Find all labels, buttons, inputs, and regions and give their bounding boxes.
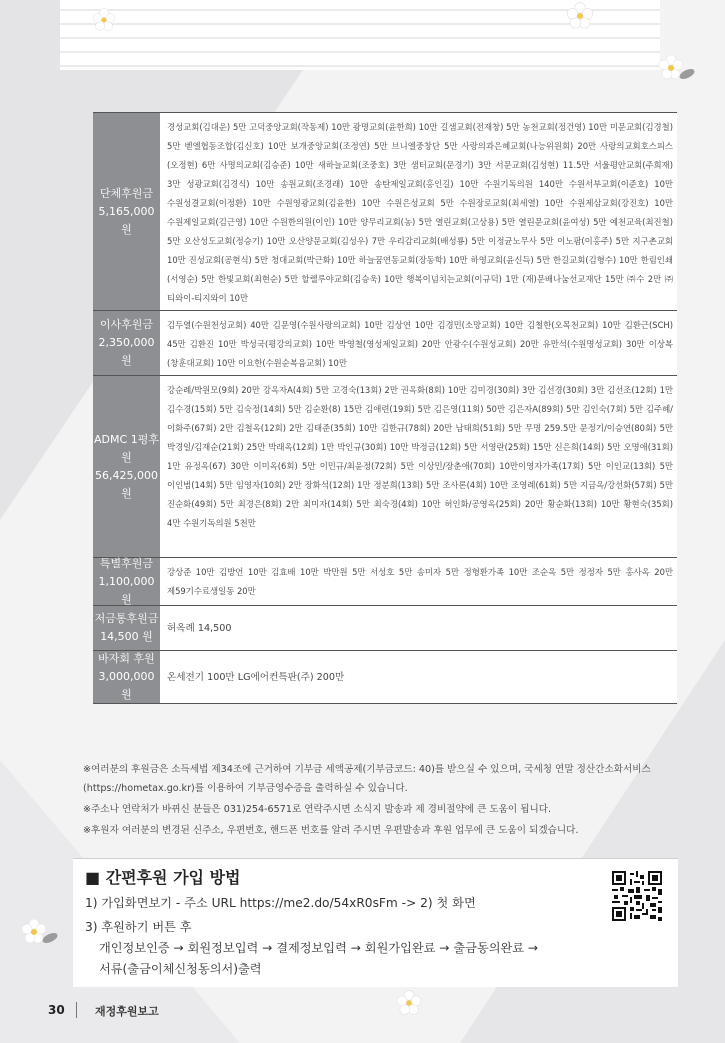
- table-row-bazaar-donation: [93, 651, 677, 704]
- page-number: 30: [48, 1003, 65, 1017]
- contact-update-note: ※후원자 여러분의 변경된 신주소, 우편번호, 핸드폰 번호를 알려 주시면 우편발송과 후원 업무에 큰 도움이 되겠습니다.: [83, 825, 579, 836]
- donor-list: 김두열(수원천성교회) 40만 김문영(수원사랑의교회) 10만 김상연 10만 김경민(소망교회) 10만 김철한(오목천교회) 10만 김환근(SCH) 45만 김환진 10만 박성국(평강의교회) 10만 박영철(영성제일교회) 20만 안광수(수원성교회) 20만 유만석(수원명성교회) 30만 이상복(창훈대교회) 10만 이요한(수원순복음교회) 10만: [167, 320, 673, 368]
- flower-leaf-icon: [657, 54, 697, 86]
- donor-list: 강순례/박원모(9회) 20만 강옥자A(4회) 5만 고경숙(13회) 2만 권옥화(8회) 10만 김미경(30회) 3만 김선경(30회) 3만 김선조(12회) 1만 김수경(15회) 5만 김숙정(14회) 5만 김순환(8) 15만 김애련(19회) 5만 김은영(11회) 50만 김은자A(89회) 5만 김인숙(7회) 5만 김주혜/이화주(67회) 2만 김철옥(12회) 2만 김태준(35회) 10만 김한규(78회) 20만 남태희(51회) 5만 무명 259.5만 문정기/이승연(80회) 5만 박경일/김재순(21회) 25만 박래옥(12회) 1만 박인규(30회) 10만 박정금(12회) 5만 서영란(25회) 15만 신은희(14회) 5만 오명애(31회) 1만 유정옥(67) 30만 이미옥(6회) 5만 이민규/최윤정(72회) 5만 이상민/장춘애(70회) 10만이영자가족(17회) 5만 이인교(13회) 5만 이인범(14회) 5만 임영자(10회) 2만 장화석(12회) 1만 정분희(13회) 5만 조사론(4회) 10만 조영례(61회) 5만 지금옥/강선화(57회) 5만 진순화(49회) 5만 최경은(8회) 2만 최미자(14회) 5만 최숙경(4회) 10만 허인화/공영옥(25회) 20만 황순화(13회) 10만 황현숙(35회) 4만 수원기독의원 5천만: [167, 385, 673, 528]
- donation-table: [93, 112, 677, 704]
- table-row-piggybank-donation: [93, 606, 677, 651]
- section-title: 재정후원보고: [95, 1005, 159, 1018]
- category-amount: 2,350,000 원: [98, 336, 155, 367]
- row-label: [93, 651, 161, 703]
- row-label: [93, 311, 161, 375]
- row-label: [93, 558, 161, 605]
- donor-list: 허옥례 14,500: [167, 622, 232, 634]
- address-change-note: ※주소나 연락처가 바뀌신 분들은 031)254-6571로 연락주시면 소식지 발송과 제 경비절약에 큰 도움이 됩니다.: [83, 804, 552, 815]
- flower-leaf-icon: [20, 918, 60, 950]
- footer-divider: [76, 1002, 77, 1018]
- category-name: 바자회 후원: [98, 652, 155, 665]
- donor-list: 온세전기 100만 LG에어컨특판(주) 200만: [167, 671, 345, 683]
- signup-step-1: 1) 가입화면보기 - 주소 URL https://me2.do/54xR0sFm -> 2) 첫 화면: [85, 896, 476, 910]
- row-label: [93, 113, 161, 310]
- row-label: [93, 606, 161, 650]
- table-row-admc-donation: [93, 376, 677, 558]
- table-row-special-donation: [93, 558, 677, 606]
- easy-donation-signup-box: [73, 858, 678, 987]
- row-label: [93, 376, 161, 557]
- notes-section: [83, 760, 683, 840]
- table-row-board-donation: [93, 311, 677, 376]
- tax-note: ※여러분의 후원금은 소득세법 제34조에 근거하여 기부금 세액공제(기부금코드: 40)를 받으실 수 있으며, 국세청 연말 정산간소화서비스(https://hometax.go.kr)를 이용하여 기부금영수증을 출력하실 수 있습니다.: [83, 764, 651, 794]
- category-name: 특별후원금: [99, 556, 154, 570]
- category-name: 저금통후원금: [94, 612, 159, 625]
- category-name: 단체후원금: [99, 186, 154, 200]
- signup-step-3-detail-cont: 서류(출금이체신청동의서)출력: [99, 962, 262, 976]
- flower-icon: [396, 990, 422, 1016]
- category-amount: 14,500 원: [100, 630, 153, 643]
- signup-step-3: 3) 후원하기 버튼 후: [85, 920, 192, 934]
- flower-icon: [92, 8, 116, 32]
- flower-icon: [566, 2, 594, 30]
- category-amount: 3,000,000 원: [98, 670, 155, 701]
- signup-title: ■ 간편후원 가입 방법: [85, 868, 241, 887]
- category-amount: 56,425,000 원: [95, 468, 158, 500]
- category-amount: 5,165,000 원: [98, 204, 155, 236]
- category-name: 이사후원금: [99, 318, 154, 331]
- donor-list: 경성교회(김대운) 5만 고덕중앙교회(작동제) 10만 광명교회(윤한희) 10만 길샘교회(전재창) 5만 농천교회(정건영) 10만 미문교회(김경철) 5만 벧엘협동조합(김신호) 10만 보개중앙교회(조정연) 5만 브니엘중창단 5만 사랑의과은혜교회(나능위원회) 20만 사랑의교회호스피스(오정현) 6만 사명의교회(김승준) 10만 새하늘교회(조중호) 3만 샘터교회(문경기) 3만 서문교회(김성현) 11.5만 서울평안교회(주희재) 3만 성광교회(김경식) 10만 송원교회(조경래) 10만 송탄제일교회(홍인길) 10만 수원기독의원 140만 수원서부교회(이준호) 10만 수원성결교회(이정환) 10만 수원영광교회(김윤한) 10만 수원은성교회 5만 수원장로교회(최세열) 10만 수원제삼교회(강진호) 10만 수원제일교회(김근영) 10만 수원한의원(이인) 10만 양무리교회(농) 5만 열린교회(고상용) 5만 열린문교회(윤여성) 5만 예천교육(최진철) 5만 오산성도교회(정승기) 10만 오산양문교회(김성우) 7만 우리감리교회(배성룡) 5만 이정균노무사 5만 이노팜(이홍주) 5만 지구촌교회 10만 진성교회(공현식) 5만 청대교회(박근화) 10만 하늘꿈연동교회(장동학) 10만 하영교회(윤신득) 5만 한길교회(김형수) 10만 한림인쇄(서영순) 5만 한빛교회(최현순) 5만 할렐루야교회(김승욱) 10만 행복이넘치는교회(이규덕) 1만 (재)문배나눔선교재단 15만 ㈜수 2만 ㈜티와이-티지와이 10만: [167, 122, 673, 303]
- qr-code-icon: [612, 871, 662, 921]
- category-amount: 1,100,000 원: [98, 574, 155, 606]
- category-name: ADMC 1평후원: [94, 432, 159, 464]
- signup-step-3-detail: 개인정보인증 → 회원정보입력 → 결제정보입력 → 회원가입완료 → 출금동의완료 →: [99, 941, 539, 955]
- donor-list: 강상준 10만 김방언 10만 김효배 10만 박만원 5만 서성호 5만 송미자 5만 정형환가족 10만 조순옥 5만 정정자 5만 홍사옥 20만 제59기수료생일동 20만: [167, 567, 673, 596]
- table-row-group-donation: [93, 112, 677, 311]
